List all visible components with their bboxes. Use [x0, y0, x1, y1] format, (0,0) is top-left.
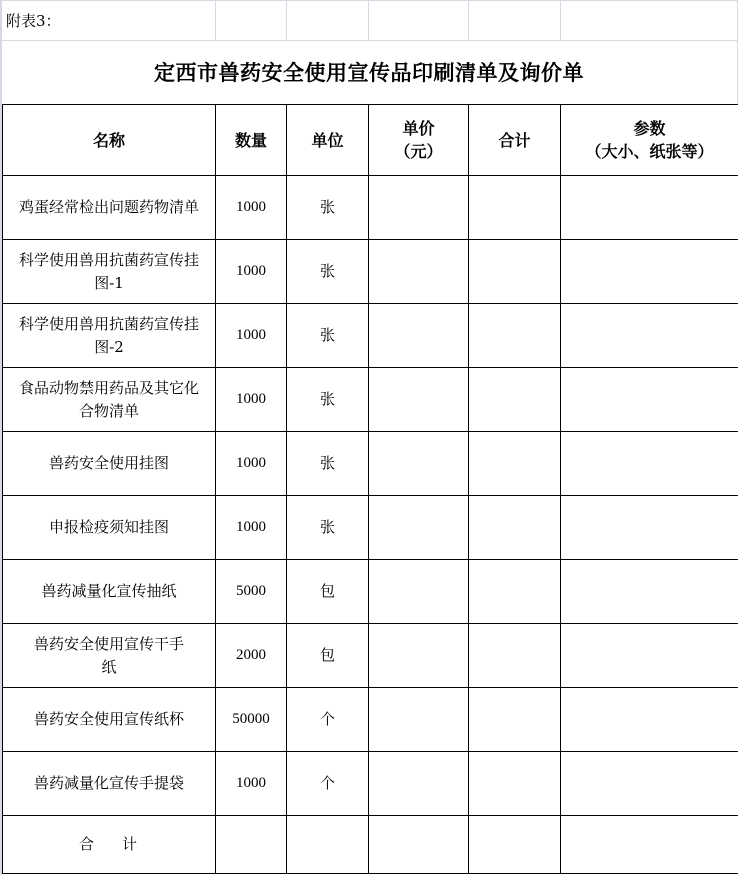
header-unit-price: [369, 105, 469, 176]
table-row: [3, 624, 738, 688]
item-unit: 个: [287, 688, 369, 752]
item-unit: 张: [287, 368, 369, 432]
header-subtotal: 合计: [469, 105, 561, 176]
item-params-cell[interactable]: [561, 176, 738, 240]
item-quantity: 1000: [216, 240, 287, 304]
item-unit: 张: [287, 240, 369, 304]
table-row: [3, 560, 738, 624]
item-params-cell[interactable]: [561, 432, 738, 496]
table-row: [3, 368, 738, 432]
total-label: 合计: [3, 816, 216, 874]
item-name: 兽药安全使用挂图: [3, 432, 216, 496]
item-subtotal-cell[interactable]: [469, 752, 561, 816]
header-unit: 单位: [287, 105, 369, 176]
total-subtotal-cell[interactable]: [469, 816, 561, 874]
item-unit-price-cell[interactable]: [369, 560, 469, 624]
total-row: [3, 816, 738, 874]
item-subtotal-cell[interactable]: [469, 624, 561, 688]
item-params-cell[interactable]: [561, 624, 738, 688]
item-name: 科学使用兽用抗菌药宣传挂图-1: [3, 240, 216, 304]
item-subtotal-cell[interactable]: [469, 560, 561, 624]
item-quantity: 1000: [216, 432, 287, 496]
item-name: 科学使用兽用抗菌药宣传挂图-2: [3, 304, 216, 368]
item-unit: 个: [287, 752, 369, 816]
total-unit-cell[interactable]: [287, 816, 369, 874]
item-subtotal-cell[interactable]: [469, 496, 561, 560]
header-params-label: 参数: [633, 119, 666, 138]
header-params-detail: （大小、纸张等）: [585, 142, 714, 161]
item-quantity: 50000: [216, 688, 287, 752]
item-unit: 张: [287, 304, 369, 368]
item-name: 兽药减量化宣传抽纸: [3, 560, 216, 624]
item-quantity: 2000: [216, 624, 287, 688]
item-name: 兽药安全使用宣传干手纸: [3, 624, 216, 688]
item-params-cell[interactable]: [561, 688, 738, 752]
item-quantity: 1000: [216, 368, 287, 432]
item-name: 申报检疫须知挂图: [3, 496, 216, 560]
total-quantity-cell[interactable]: [216, 816, 287, 874]
table-row: [3, 176, 738, 240]
item-unit: 包: [287, 560, 369, 624]
document-title: 定西市兽药安全使用宣传品印刷清单及询价单: [154, 60, 584, 85]
item-params-cell[interactable]: [561, 368, 738, 432]
item-params-cell[interactable]: [561, 496, 738, 560]
total-unit-price-cell[interactable]: [369, 816, 469, 874]
item-unit-price-cell[interactable]: [369, 624, 469, 688]
table-row: [3, 304, 738, 368]
item-unit-price-cell[interactable]: [369, 240, 469, 304]
header-quantity: 数量: [216, 105, 287, 176]
table-row: [3, 240, 738, 304]
header-unit-price-label: 单价: [402, 119, 435, 138]
item-name: 兽药安全使用宣传纸杯: [3, 688, 216, 752]
item-unit-price-cell[interactable]: [369, 496, 469, 560]
item-unit-price-cell[interactable]: [369, 304, 469, 368]
header-unit-price-currency: （元）: [394, 142, 443, 161]
item-name: 鸡蛋经常检出问题药物清单: [3, 176, 216, 240]
table-row: [3, 496, 738, 560]
table-row: [3, 432, 738, 496]
item-quantity: 1000: [216, 496, 287, 560]
appendix-note: 附表3：: [6, 12, 61, 30]
item-unit-price-cell[interactable]: [369, 432, 469, 496]
item-subtotal-cell[interactable]: [469, 240, 561, 304]
item-quantity: 1000: [216, 176, 287, 240]
table-row: [3, 688, 738, 752]
header-name: 名称: [3, 105, 216, 176]
table-row: [3, 752, 738, 816]
item-subtotal-cell[interactable]: [469, 304, 561, 368]
table-header-row: [3, 105, 738, 176]
item-name: 食品动物禁用药品及其它化合物清单: [3, 368, 216, 432]
item-unit-price-cell[interactable]: [369, 752, 469, 816]
item-subtotal-cell[interactable]: [469, 368, 561, 432]
price-inquiry-table: [2, 104, 738, 874]
item-unit-price-cell[interactable]: [369, 368, 469, 432]
item-unit: 张: [287, 496, 369, 560]
item-name: 兽药减量化宣传手提袋: [3, 752, 216, 816]
header-params: [561, 105, 738, 176]
item-unit: 包: [287, 624, 369, 688]
item-quantity: 1000: [216, 752, 287, 816]
item-params-cell[interactable]: [561, 240, 738, 304]
item-subtotal-cell[interactable]: [469, 176, 561, 240]
total-params-cell[interactable]: [561, 816, 738, 874]
item-unit-price-cell[interactable]: [369, 688, 469, 752]
item-subtotal-cell[interactable]: [469, 688, 561, 752]
item-params-cell[interactable]: [561, 752, 738, 816]
item-unit: 张: [287, 176, 369, 240]
item-quantity: 5000: [216, 560, 287, 624]
item-quantity: 1000: [216, 304, 287, 368]
item-unit-price-cell[interactable]: [369, 176, 469, 240]
item-unit: 张: [287, 432, 369, 496]
item-params-cell[interactable]: [561, 304, 738, 368]
item-params-cell[interactable]: [561, 560, 738, 624]
item-subtotal-cell[interactable]: [469, 432, 561, 496]
